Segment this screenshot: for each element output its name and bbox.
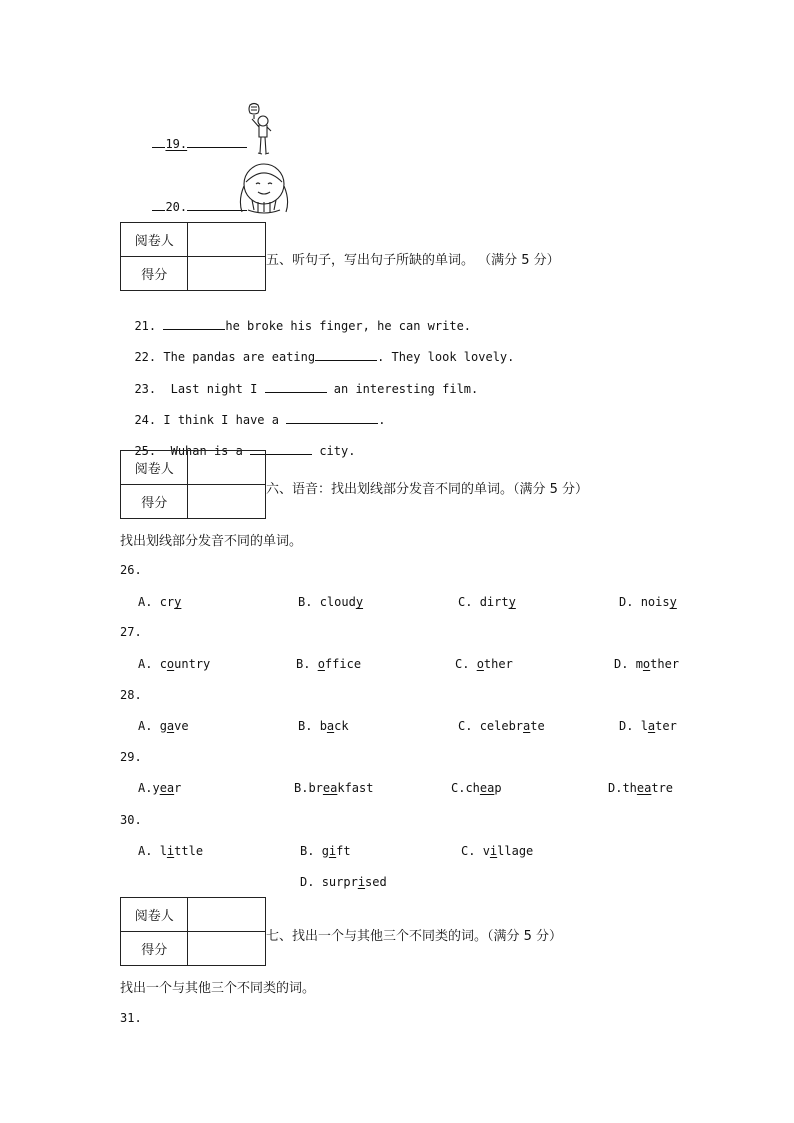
question-22: 22. The pandas are eating . They look lovely. xyxy=(134,350,515,364)
option-b[interactable]: B. office xyxy=(296,657,362,671)
question-number: 28. xyxy=(120,688,142,702)
option-d[interactable]: D. mother xyxy=(614,657,680,671)
reviewer-label: 阅卷人 xyxy=(121,451,188,485)
score-label: 得分 xyxy=(121,485,188,519)
section-6-title: 六、语音：找出划线部分发音不同的单词。（满分 5 分） xyxy=(266,482,589,497)
question-24: 24. I think I have a . xyxy=(134,413,386,427)
option-d[interactable]: D. noisy xyxy=(619,595,677,609)
question-25: 25. Wuhan is a city. xyxy=(134,444,356,458)
score-label: 得分 xyxy=(121,932,188,966)
reviewer-cell[interactable] xyxy=(188,898,266,932)
option-d[interactable]: D. surprised xyxy=(300,875,387,889)
option-c[interactable]: C. other xyxy=(455,657,513,671)
score-box xyxy=(120,897,266,966)
reviewer-cell[interactable] xyxy=(188,451,266,485)
reviewer-cell[interactable] xyxy=(188,223,266,257)
answer-blank[interactable] xyxy=(163,317,225,330)
option-c[interactable]: C. celebrate xyxy=(458,719,545,733)
option-c[interactable]: C. dirty xyxy=(458,595,516,609)
section-7-instruction: 找出一个与其他三个不同类的词。 xyxy=(120,981,316,996)
question-number: 26. xyxy=(120,563,142,577)
question-20 xyxy=(138,184,247,214)
question-number: 27. xyxy=(120,625,142,639)
answer-blank[interactable] xyxy=(286,411,378,424)
score-cell[interactable] xyxy=(188,485,266,519)
score-cell[interactable] xyxy=(188,257,266,291)
question-number: 31. xyxy=(120,1011,142,1025)
reviewer-label: 阅卷人 xyxy=(121,898,188,932)
question-number: 19. xyxy=(165,137,188,151)
option-d[interactable]: D. later xyxy=(619,719,677,733)
section-5-title: 五、听句子，写出句子所缺的单词。 （满分 5 分） xyxy=(266,253,560,268)
option-d[interactable]: D.theatre xyxy=(608,781,674,795)
option-c[interactable]: C. village xyxy=(461,844,534,858)
score-box xyxy=(120,222,266,291)
option-b[interactable]: B. cloudy xyxy=(298,595,364,609)
question-number: 30. xyxy=(120,813,142,827)
option-a[interactable]: A. country xyxy=(138,657,211,671)
score-box xyxy=(120,450,266,519)
score-label: 得分 xyxy=(121,257,188,291)
answer-blank[interactable] xyxy=(265,380,327,393)
reviewer-label: 阅卷人 xyxy=(121,223,188,257)
section-7-title: 七、找出一个与其他三个不同类的词。（满分 5 分） xyxy=(266,929,563,944)
question-number: 29. xyxy=(120,750,142,764)
question-number: 20. xyxy=(165,200,188,214)
option-b[interactable]: B. back xyxy=(298,719,349,733)
option-a[interactable]: A.year xyxy=(138,781,182,795)
question-19 xyxy=(138,121,247,151)
option-a[interactable]: A. gave xyxy=(138,719,189,733)
option-a[interactable]: A. cry xyxy=(138,595,182,609)
answer-blank[interactable] xyxy=(315,348,377,361)
option-a[interactable]: A. little xyxy=(138,844,204,858)
option-c[interactable]: C.cheap xyxy=(451,781,502,795)
score-cell[interactable] xyxy=(188,932,266,966)
option-b[interactable]: B.breakfast xyxy=(294,781,374,795)
girl-smiling-icon xyxy=(236,160,292,218)
question-23: 23. Last night I an interesting film. xyxy=(134,382,479,396)
child-holding-lantern-icon xyxy=(236,101,280,157)
question-21: 21. he broke his finger, he can write. xyxy=(134,319,472,333)
section-6-instruction: 找出划线部分发音不同的单词。 xyxy=(120,534,303,549)
option-b[interactable]: B. gift xyxy=(300,844,351,858)
